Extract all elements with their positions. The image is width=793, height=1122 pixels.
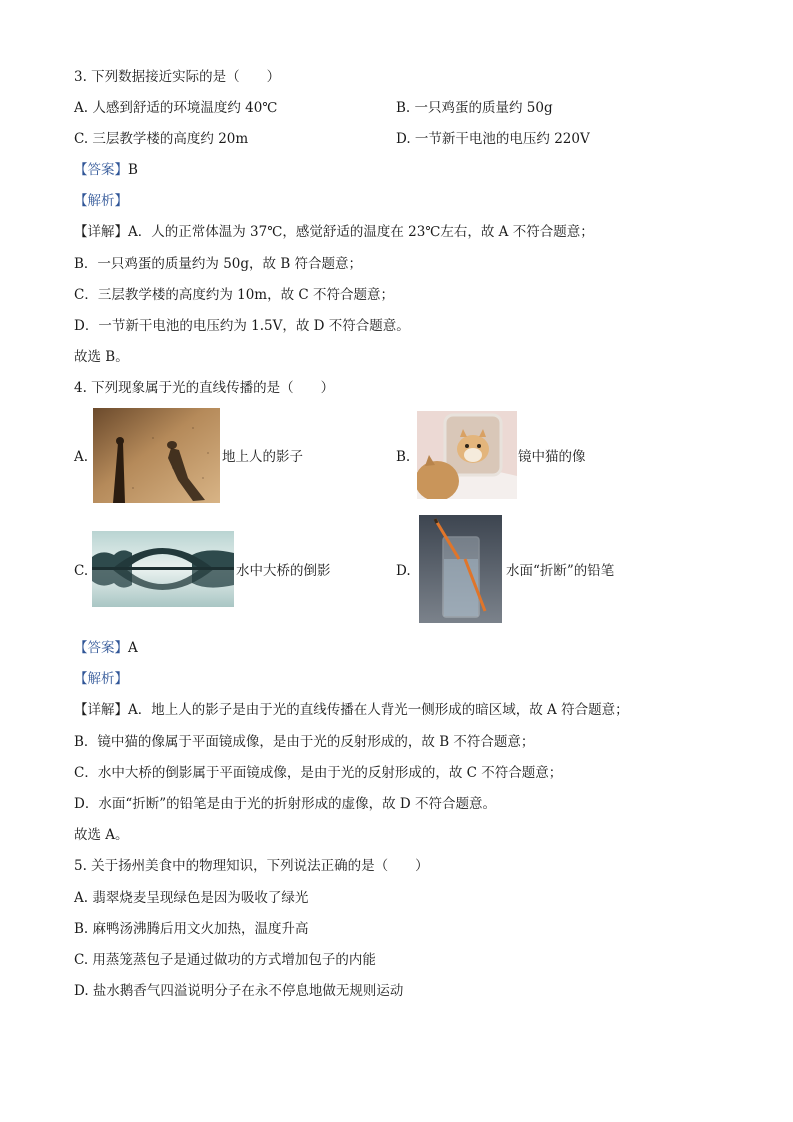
q3-option-a: A. 人感到舒适的环境温度约 40℃ (74, 100, 278, 116)
q4-option-c-letter: C. (74, 563, 89, 579)
q4-option-b-caption: 镜中猫的像 (518, 449, 586, 465)
q4-option-a-letter: A. (74, 449, 89, 465)
pencil-in-water-photo (419, 515, 502, 623)
q3-detail-a: A．人的正常体温为 37℃，感觉舒适的温度在 23℃左右，故 A 不符合题意； (128, 224, 594, 240)
q4-stem: 4. 下列现象属于光的直线传播的是（ ） (74, 380, 335, 396)
q5-stem: 5. 关于扬州美食中的物理知识，下列说法正确的是（ ） (74, 858, 429, 874)
q4-conclusion: 故选 A。 (74, 827, 129, 843)
q4-answer-label: 【答案】 (74, 640, 128, 656)
q5-option-a: A. 翡翠烧麦呈现绿色是因为吸收了绿光 (74, 890, 309, 906)
q3-option-c: C. 三层教学楼的高度约 20m (74, 131, 249, 147)
bridge-reflection-photo (92, 531, 234, 607)
q3-answer: B (128, 162, 138, 178)
q3-option-d: D. 一节新干电池的电压约 220V (396, 131, 590, 147)
q3-stem: 3. 下列数据接近实际的是（ ） (74, 69, 281, 85)
q3-detail-c: C．三层教学楼的高度约为 10m，故 C 不符合题意； (74, 287, 395, 303)
q4-detail-a: A．地上人的影子是由于光的直线传播在人背光一侧形成的暗区域，故 A 符合题意； (128, 702, 629, 718)
q5-option-d: D. 盐水鹅香气四溢说明分子在永不停息地做无规则运动 (74, 983, 404, 999)
q5-option-b: B. 麻鸭汤沸腾后用文火加热，温度升高 (74, 921, 309, 937)
q3-detail-label: 【详解】 (74, 224, 128, 240)
q4-answer-line (74, 639, 138, 657)
q3-answer-line (74, 161, 138, 179)
q4-answer: A (128, 640, 138, 656)
q3-option-b: B. 一只鸡蛋的质量约 50g (396, 100, 553, 116)
q3-detail-line-a (74, 223, 594, 241)
q3-analysis-label: 【解析】 (74, 193, 128, 209)
q4-option-d-caption: 水面“折断”的铅笔 (506, 563, 615, 579)
q3-detail-d: D．一节新干电池的电压约为 1.5V，故 D 不符合题意。 (74, 318, 410, 334)
q4-detail-d: D．水面“折断”的铅笔是由于光的折射形成的虚像，故 D 不符合题意。 (74, 796, 497, 812)
q4-detail-label: 【详解】 (74, 702, 128, 718)
q4-detail-b: B．镜中猫的像属于平面镜成像，是由于光的反射形成的，故 B 不符合题意； (74, 734, 535, 750)
q3-detail-b: B．一只鸡蛋的质量约为 50g，故 B 符合题意； (74, 256, 363, 272)
q4-detail-c: C．水中大桥的倒影属于平面镜成像，是由于光的反射形成的，故 C 不符合题意； (74, 765, 563, 781)
cat-mirror-photo (417, 411, 517, 499)
q5-option-c: C. 用蒸笼蒸包子是通过做功的方式增加包子的内能 (74, 952, 376, 968)
q4-option-c-caption: 水中大桥的倒影 (236, 563, 331, 579)
q4-analysis-label: 【解析】 (74, 671, 128, 687)
q4-option-a-caption: 地上人的影子 (222, 449, 303, 465)
q4-option-d-letter: D. (396, 563, 411, 579)
q3-conclusion: 故选 B。 (74, 349, 129, 365)
q3-answer-label: 【答案】 (74, 162, 128, 178)
shadow-photo (93, 408, 220, 503)
q4-option-b-letter: B. (396, 449, 411, 465)
q4-detail-line-a (74, 701, 629, 719)
